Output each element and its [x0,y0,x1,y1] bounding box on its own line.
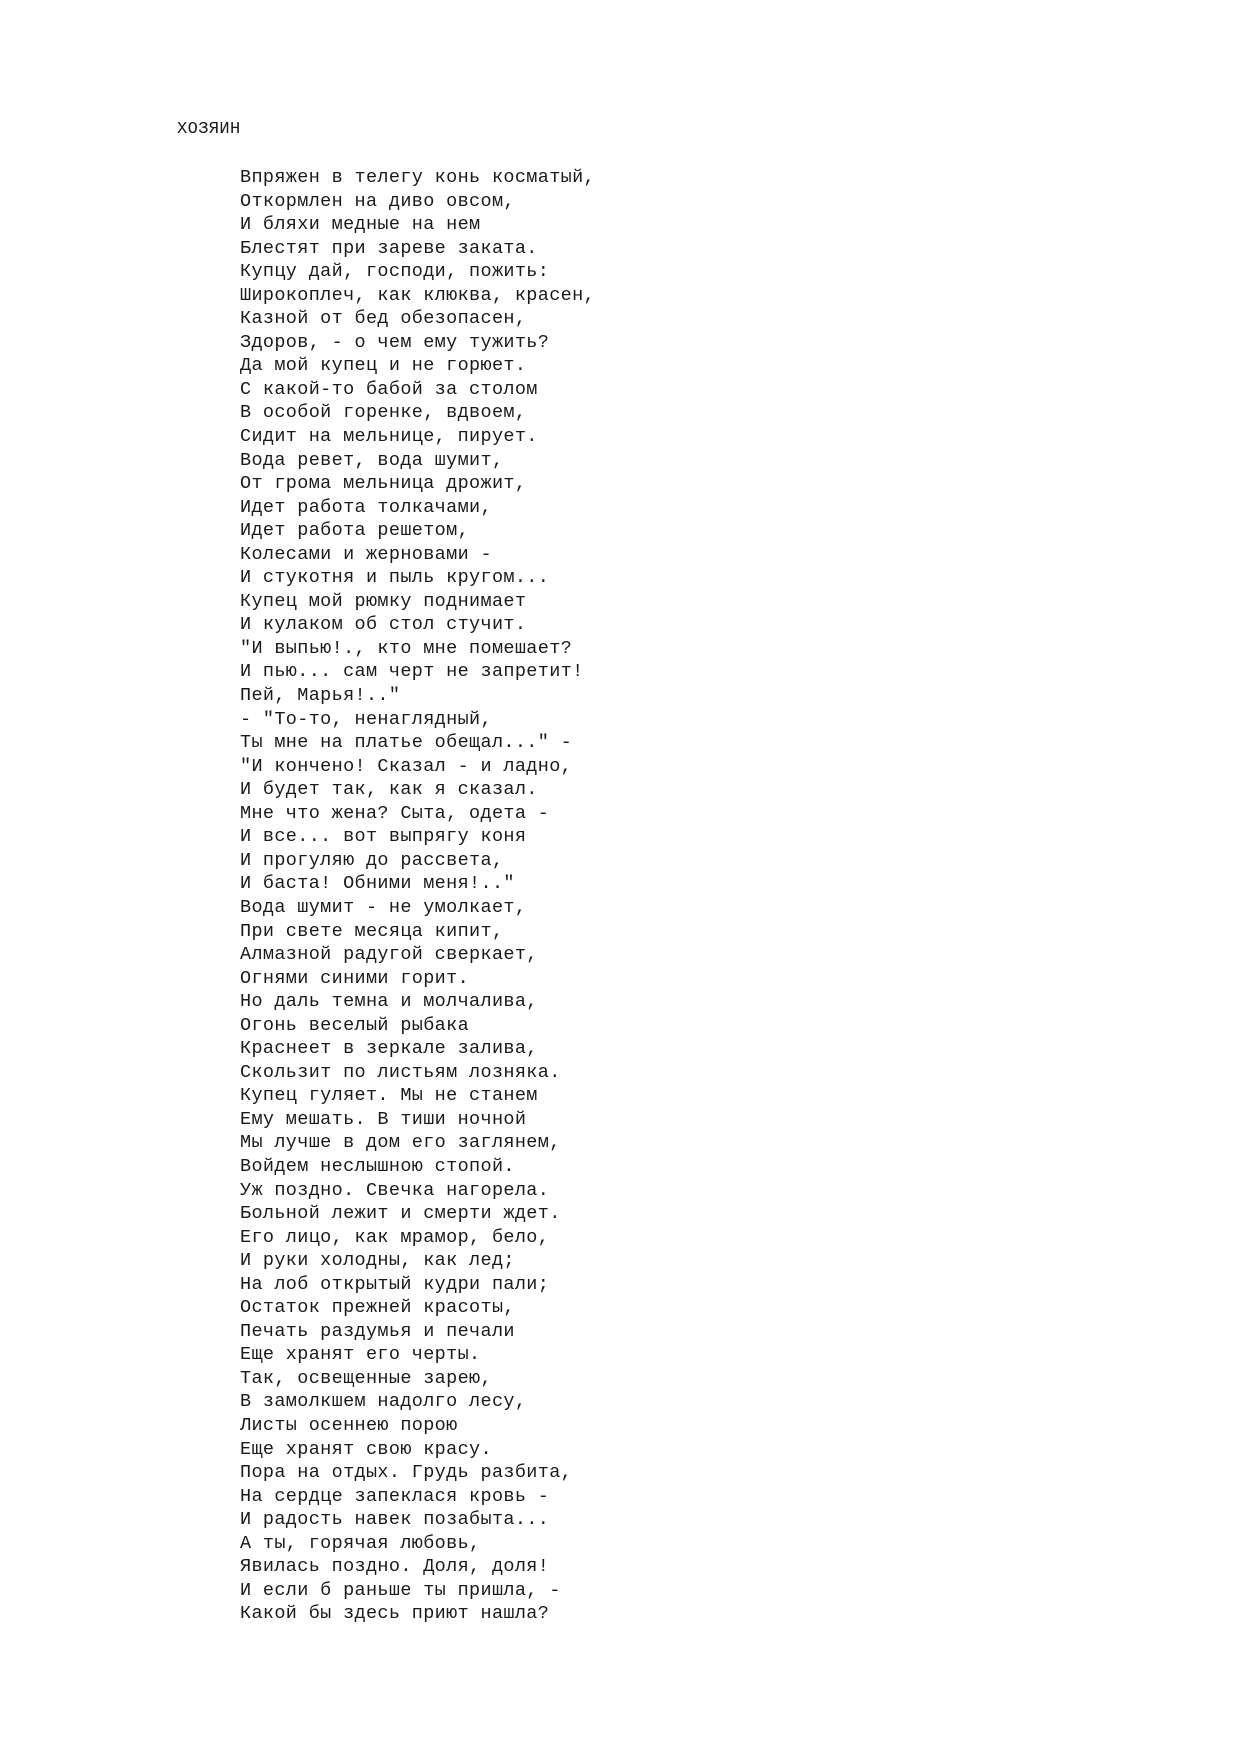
poem-line: И стукотня и пыль кругом... [240,567,550,589]
poem-line: Ему мешать. В тиши ночной [240,1108,527,1130]
poem-line: И все... вот выпрягу коня [240,826,527,848]
poem-line: Идет работа толкачами, [240,496,492,518]
poem-line: Мы лучше в дом его заглянем, [240,1132,561,1154]
poem-line: Сидит на мельнице, пирует. [240,426,538,448]
poem-line: Блестят при зареве заката. [240,237,538,259]
poem-line: Купец гуляет. Мы не станем [240,1085,538,1107]
poem-line: Колесами и жерновами - [240,543,492,565]
poem-line: На лоб открытый кудри пали; [240,1273,550,1295]
poem-line: От грома мельница дрожит, [240,473,527,495]
poem-line: В замолкшем надолго лесу, [240,1391,527,1413]
poem-line: Впряжен в телегу конь косматый, [240,167,596,188]
poem-line: - "То-то, ненаглядный, [240,708,492,730]
poem-title: ХОЗЯИН [177,120,241,139]
poem-line: И бляхи медные на нем [240,214,481,236]
poem-line: Его лицо, как мрамор, бело, [240,1226,550,1248]
poem-line: И радость навек позабыта... [240,1509,550,1531]
poem-line: Алмазной радугой сверкает, [240,944,538,966]
poem-line: Мне что жена? Сыта, одета - [240,802,550,824]
poem-line: И если б раньше ты пришла, - [240,1579,561,1601]
poem-line: Печать раздумья и печали [240,1320,515,1342]
poem-line: Откормлен на диво овсом, [240,190,515,212]
poem-line: И пью... сам черт не запретит! [240,661,584,683]
poem-line: Пей, Марья!.." [240,685,401,707]
poem-line: Широкоплеч, как клюква, красен, [240,284,596,306]
poem-line: Краснеет в зеркале залива, [240,1038,538,1060]
poem-line: Какой бы здесь приют нашла? [240,1603,550,1625]
poem-line: И прогуляю до рассвета, [240,849,504,871]
poem-line: На сердце запеклася кровь - [240,1485,550,1507]
poem-line: Так, освещенные зарею, [240,1367,492,1389]
poem-line: Огонь веселый рыбака [240,1014,470,1036]
poem-line: Скользит по листьям лозняка. [240,1061,561,1083]
poem-line: И будет так, как я сказал. [240,779,538,801]
poem-line: И руки холодны, как лед; [240,1250,515,1272]
poem-line: Здоров, - о чем ему тужить? [240,331,550,353]
poem-line: Войдем неслышною стопой. [240,1155,515,1177]
poem-line: Да мой купец и не горюет. [240,355,527,377]
poem-line: Купцу дай, господи, пожить: [240,261,550,283]
poem-line: Вода ревет, вода шумит, [240,449,504,471]
poem-line: В особой горенке, вдвоем, [240,402,527,424]
poem-line: Но даль темна и молчалива, [240,991,538,1013]
poem-line: Казной от бед обезопасен, [240,308,527,330]
poem-line: Ты мне на платье обещал..." - [240,732,573,754]
poem-line: Больной лежит и смерти ждет. [240,1203,561,1225]
poem-line: Еще хранят свою красу. [240,1438,492,1460]
poem-line: С какой-то бабой за столом [240,378,538,400]
poem-line: И баста! Обними меня!.." [240,873,515,895]
poem-line: Идет работа решетом, [240,520,470,542]
poem-line: Листы осеннею порою [240,1414,458,1436]
poem-line: Еще хранят его черты. [240,1344,481,1366]
poem-line: А ты, горячая любовь, [240,1532,481,1554]
poem-line: "И выпью!., кто мне помешает? [240,637,573,659]
poem-line: "И кончено! Сказал - и ладно, [240,755,573,777]
poem-line: Пора на отдых. Грудь разбита, [240,1462,573,1484]
poem-line: Купец мой рюмку поднимает [240,590,527,612]
poem-line: Явилась поздно. Доля, доля! [240,1556,550,1578]
poem-line: Остаток прежней красоты, [240,1297,515,1319]
poem-line: Уж поздно. Свечка нагорела. [240,1179,550,1201]
poem-line: И кулаком об стол стучит. [240,614,527,636]
poem-body [240,166,595,1626]
poem-line: При свете месяца кипит, [240,920,504,942]
poem-line: Огнями синими горит. [240,967,470,989]
poem-line: Вода шумит - не умолкает, [240,896,527,918]
